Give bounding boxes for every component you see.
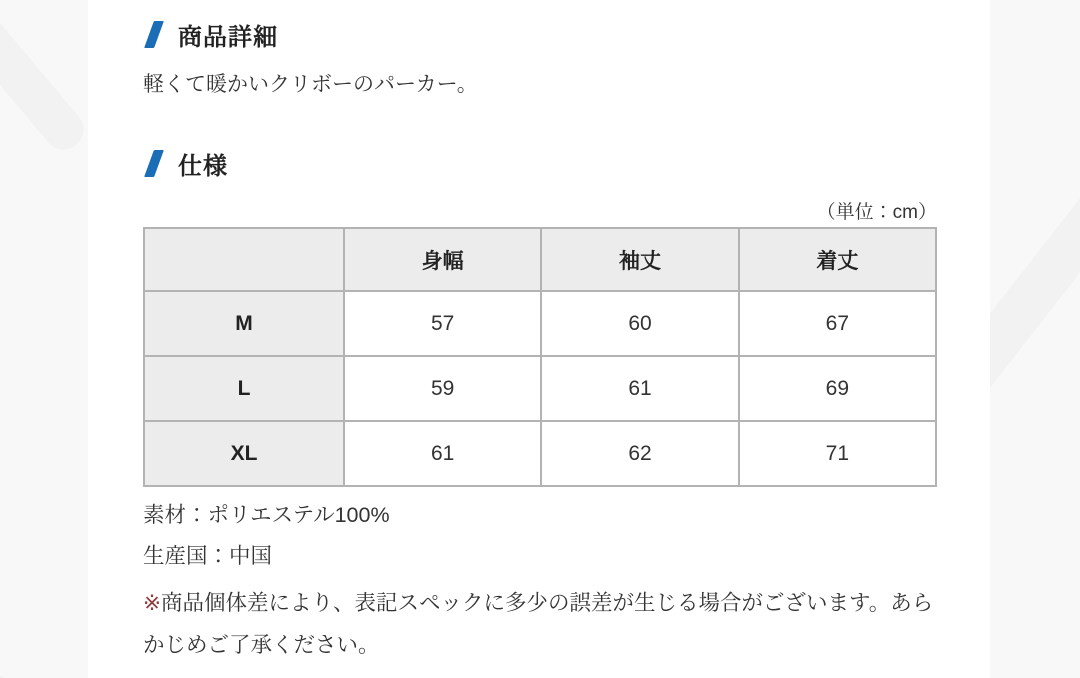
watermark-stroke [0,0,92,158]
length-value: 67 [739,291,936,356]
size-label: XL [144,421,344,486]
disclaimer-mark: ※ [143,591,162,615]
sleeve-length-value: 61 [541,356,738,421]
product-detail-content [88,0,937,666]
slash-accent-icon [144,150,164,177]
material-text: 素材：ポリエステル100% [143,503,390,527]
column-header-length: 着丈 [739,228,936,291]
product-notes [143,500,937,666]
country-of-origin-text: 生産国：中国 [143,544,273,568]
product-details-heading-text: 商品詳細 [178,23,278,51]
slash-accent-icon [144,21,164,48]
size-chart-header-row [144,228,936,291]
size-label: L [144,356,344,421]
sleeve-length-value: 60 [541,291,738,356]
product-detail-card [88,0,990,678]
body-width-value: 61 [344,421,541,486]
spec-block [143,200,937,487]
specifications-heading [143,147,937,179]
column-header-body-width: 身幅 [344,228,541,291]
body-width-value: 57 [344,291,541,356]
body-width-value: 59 [344,356,541,421]
size-chart-table [143,227,937,487]
size-label: M [144,291,344,356]
product-details-heading [143,18,937,50]
product-description: 軽くて暖かいクリボーのパーカー。 [143,73,478,96]
length-value: 71 [739,421,936,486]
column-header-sleeve-length: 袖丈 [541,228,738,291]
specifications-heading-text: 仕様 [178,152,228,180]
length-value: 69 [739,356,936,421]
sleeve-length-value: 62 [541,421,738,486]
disclaimer-text [143,582,943,666]
size-chart-corner-cell [144,228,344,291]
table-row-size-l [144,356,936,421]
unit-label: （単位：cm） [816,202,937,223]
table-row-size-xl [144,421,936,486]
disclaimer-body: 商品個体差により、表記スペックに多少の誤差が生じる場合がございます。あらかじめご了承ください。 [143,591,934,657]
table-row-size-m [144,291,936,356]
